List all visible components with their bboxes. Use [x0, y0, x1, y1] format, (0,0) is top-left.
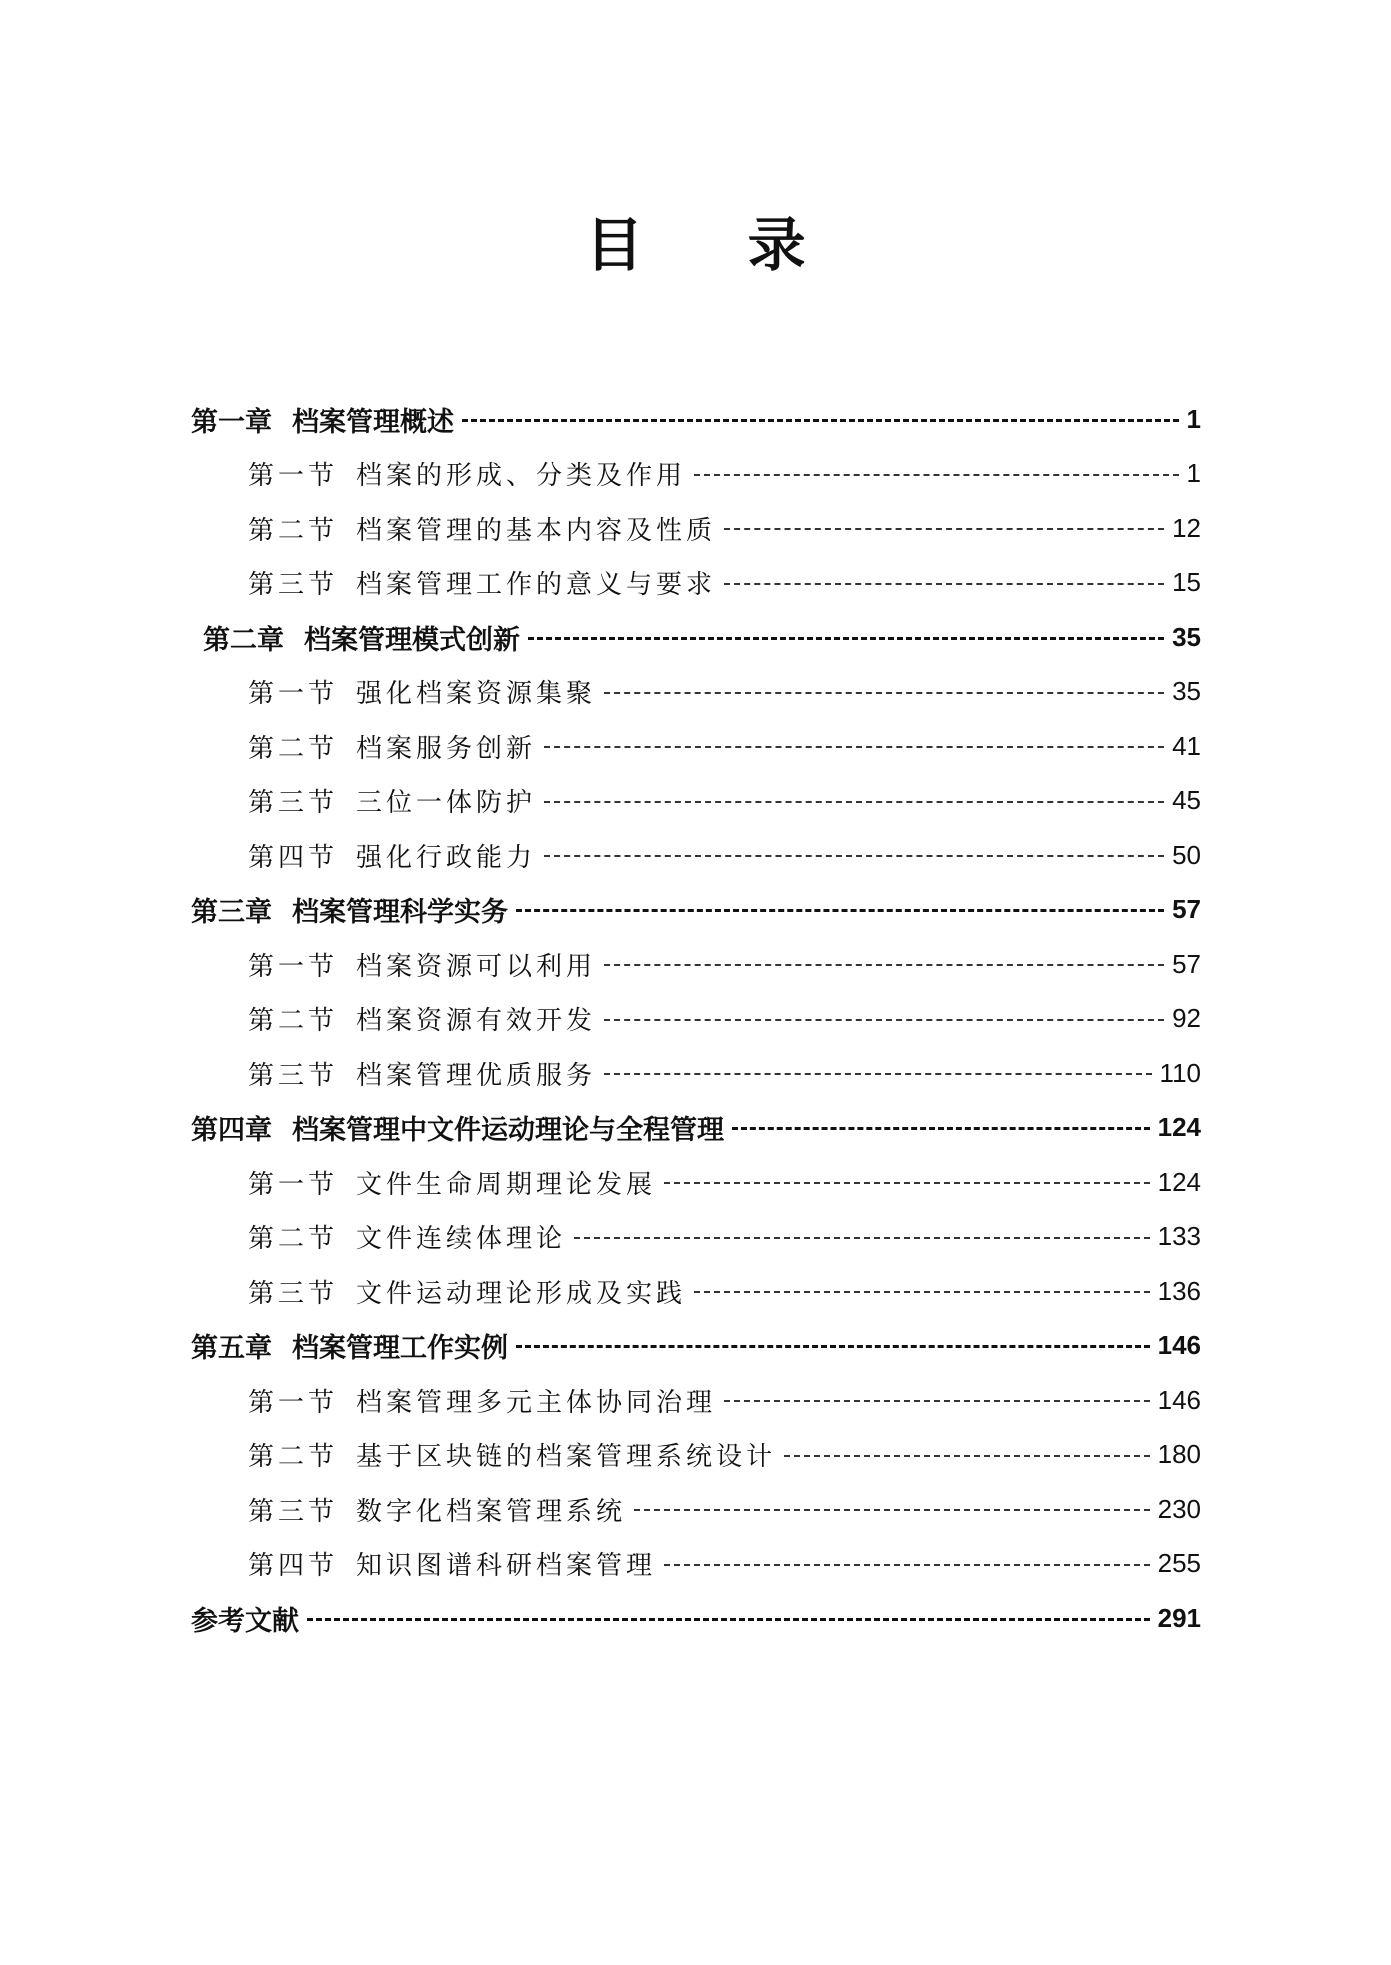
toc-entry-title: 档案管理中文件运动理论与全程管理 [292, 1115, 724, 1147]
dot-leader [544, 746, 1164, 748]
toc-entry-number: 第二节 [248, 515, 339, 546]
dot-leader [784, 1455, 1150, 1457]
toc-entry-number: 第二节 [248, 733, 339, 764]
toc-entry-title: 知识图谱科研档案管理 [356, 1551, 657, 1582]
dot-leader [307, 1618, 1150, 1621]
page-title: 目 录 [585, 211, 848, 279]
toc-page-number: 45 [1172, 785, 1201, 816]
toc-section-entry[interactable] [0, 992, 1391, 1047]
toc-entry-label [248, 510, 716, 547]
toc-section-entry[interactable] [0, 556, 1391, 611]
toc-entry-title: 档案管理的基本内容及性质 [356, 515, 717, 546]
toc-page-number: 92 [1172, 1003, 1201, 1034]
toc-page-number: 255 [1157, 1548, 1201, 1579]
toc-chapter-entry[interactable] [0, 610, 1391, 665]
toc-entry-label [248, 782, 536, 819]
toc-page-number: 291 [1157, 1602, 1201, 1633]
dot-leader [516, 909, 1164, 912]
toc-page-number: 50 [1172, 839, 1201, 870]
toc-page-number: 41 [1172, 730, 1201, 761]
toc-entry-number: 第四章 [191, 1115, 272, 1147]
toc-entry-title: 档案管理模式创新 [304, 624, 520, 656]
toc-page-number: 146 [1157, 1384, 1201, 1415]
toc-page-number: 12 [1172, 512, 1201, 543]
toc-entry-number: 第四节 [248, 842, 339, 873]
toc-entry-number: 第三节 [248, 1278, 339, 1309]
toc-chapter-entry[interactable] [0, 1591, 1391, 1646]
dot-leader [634, 1509, 1150, 1511]
toc-entry-label [191, 1108, 724, 1147]
toc-entry-label [248, 1436, 776, 1473]
toc-entry-title: 档案资源有效开发 [356, 1006, 597, 1037]
toc-section-entry[interactable] [0, 1264, 1391, 1319]
toc-page-number: 133 [1157, 1221, 1201, 1252]
toc-entry-number: 第四节 [248, 1551, 339, 1582]
dot-leader [732, 1127, 1150, 1130]
dot-leader [664, 1182, 1150, 1184]
toc-entry-number: 第三节 [248, 570, 339, 601]
toc-entry-label [248, 1545, 656, 1582]
toc-entry-label [248, 946, 596, 983]
toc-section-entry[interactable] [0, 447, 1391, 502]
toc-chapter-entry[interactable] [0, 1101, 1391, 1156]
toc-page-number: 57 [1172, 948, 1201, 979]
toc-entry-number: 第三节 [248, 1496, 339, 1527]
toc-entry-number: 第三节 [248, 1060, 339, 1091]
toc-page-number: 136 [1157, 1275, 1201, 1306]
toc-entry-title: 数字化档案管理系统 [356, 1496, 627, 1527]
toc-entry-label [248, 1000, 596, 1037]
dot-leader [604, 1019, 1164, 1021]
toc-page-number: 57 [1172, 894, 1201, 925]
toc-chapter-entry[interactable] [0, 1319, 1391, 1374]
toc-entry-title: 档案资源可以利用 [356, 951, 597, 982]
toc-entry-number: 第二节 [248, 1442, 339, 1473]
toc-chapter-entry[interactable] [0, 883, 1391, 938]
dot-leader [724, 583, 1164, 585]
dot-leader [528, 637, 1164, 640]
toc-entry-title: 文件运动理论形成及实践 [356, 1278, 687, 1309]
toc-entry-label [248, 1491, 626, 1528]
toc-entry-label [191, 400, 454, 439]
toc-page-number: 180 [1157, 1439, 1201, 1470]
toc-entry-title: 三位一体防护 [356, 788, 537, 819]
toc-section-entry[interactable] [0, 828, 1391, 883]
toc-entry-label [248, 455, 686, 492]
toc-entry-title: 文件连续体理论 [356, 1224, 567, 1255]
dot-leader [694, 1291, 1150, 1293]
toc-entry-number: 第一节 [248, 461, 339, 492]
toc-section-entry[interactable] [0, 774, 1391, 829]
toc-entry-title: 档案服务创新 [356, 733, 537, 764]
toc-entry-title: 文件生命周期理论发展 [356, 1169, 657, 1200]
toc-entry-label [248, 837, 536, 874]
dot-leader [462, 419, 1179, 422]
toc-section-entry[interactable] [0, 665, 1391, 720]
dot-leader [544, 855, 1164, 857]
toc-entry-label [203, 618, 520, 657]
dot-leader [604, 964, 1164, 966]
toc-entry-number: 第三章 [191, 897, 272, 929]
toc-page-number: 1 [1186, 458, 1201, 489]
toc-page-number: 230 [1157, 1493, 1201, 1524]
toc-section-entry[interactable] [0, 1428, 1391, 1483]
dot-leader [664, 1564, 1150, 1566]
toc-entry-label [191, 890, 508, 929]
toc-entry-label [248, 1273, 686, 1310]
toc-entry-number: 第一节 [248, 951, 339, 982]
toc-entry-title: 档案管理工作实例 [292, 1333, 508, 1365]
toc-section-entry[interactable] [0, 1373, 1391, 1428]
toc-chapter-entry[interactable] [0, 392, 1391, 447]
toc-entry-number: 第一节 [248, 1169, 339, 1200]
dot-leader [724, 1400, 1150, 1402]
toc-entry-label [248, 1382, 716, 1419]
toc-section-entry[interactable] [0, 1537, 1391, 1592]
toc-entry-title: 档案管理工作的意义与要求 [356, 570, 717, 601]
toc-entry-title: 档案管理科学实务 [292, 897, 508, 929]
toc-entry-label [248, 673, 596, 710]
toc-entry-title: 档案的形成、分类及作用 [356, 461, 687, 492]
toc-entry-label [248, 1164, 656, 1201]
toc-page-number: 124 [1157, 1112, 1201, 1143]
toc-entry-label [191, 1326, 508, 1365]
dot-leader [694, 474, 1179, 476]
toc-entry-number: 第二节 [248, 1006, 339, 1037]
toc-entry-label [248, 1055, 596, 1092]
toc-section-entry[interactable] [0, 719, 1391, 774]
dot-leader [604, 692, 1164, 694]
toc-entry-title: 档案管理优质服务 [356, 1060, 597, 1091]
toc-page-number: 35 [1172, 676, 1201, 707]
toc-entry-title: 档案管理概述 [292, 406, 454, 438]
dot-leader [544, 801, 1164, 803]
toc-page-number: 35 [1172, 621, 1201, 652]
toc-entry-label [248, 728, 536, 765]
toc-entry-label [248, 1218, 566, 1255]
toc-page-number: 110 [1159, 1057, 1201, 1088]
toc-section-entry[interactable] [0, 1046, 1391, 1101]
toc-entry-label [248, 564, 716, 601]
toc-entry-number: 第三节 [248, 788, 339, 819]
dot-leader [574, 1237, 1150, 1239]
toc-page-number: 1 [1186, 403, 1201, 434]
toc-section-entry[interactable] [0, 937, 1391, 992]
toc-section-entry[interactable] [0, 1210, 1391, 1265]
toc-page-number: 124 [1157, 1166, 1201, 1197]
toc-entry-number: 第一节 [248, 1387, 339, 1418]
toc-entry-number: 第一节 [248, 679, 339, 710]
dot-leader [516, 1345, 1150, 1348]
toc-page-number: 15 [1172, 567, 1201, 598]
toc-section-entry[interactable] [0, 1482, 1391, 1537]
toc-section-entry[interactable] [0, 501, 1391, 556]
toc-entry-label [191, 1599, 299, 1638]
toc-entry-number: 第二节 [248, 1224, 339, 1255]
dot-leader [724, 528, 1164, 530]
toc-section-entry[interactable] [0, 1155, 1391, 1210]
dot-leader [604, 1073, 1152, 1075]
toc-entry-title: 基于区块链的档案管理系统设计 [356, 1442, 777, 1473]
toc-entry-number: 第二章 [203, 624, 284, 656]
table-of-contents [0, 392, 1391, 1646]
toc-entry-title: 强化档案资源集聚 [356, 679, 597, 710]
toc-page-number: 146 [1157, 1330, 1201, 1361]
toc-entry-number: 第一章 [191, 406, 272, 438]
toc-entry-title: 参考文献 [191, 1605, 299, 1637]
toc-entry-title: 强化行政能力 [356, 842, 537, 873]
toc-entry-title: 档案管理多元主体协同治理 [356, 1387, 717, 1418]
toc-entry-number: 第五章 [191, 1333, 272, 1365]
